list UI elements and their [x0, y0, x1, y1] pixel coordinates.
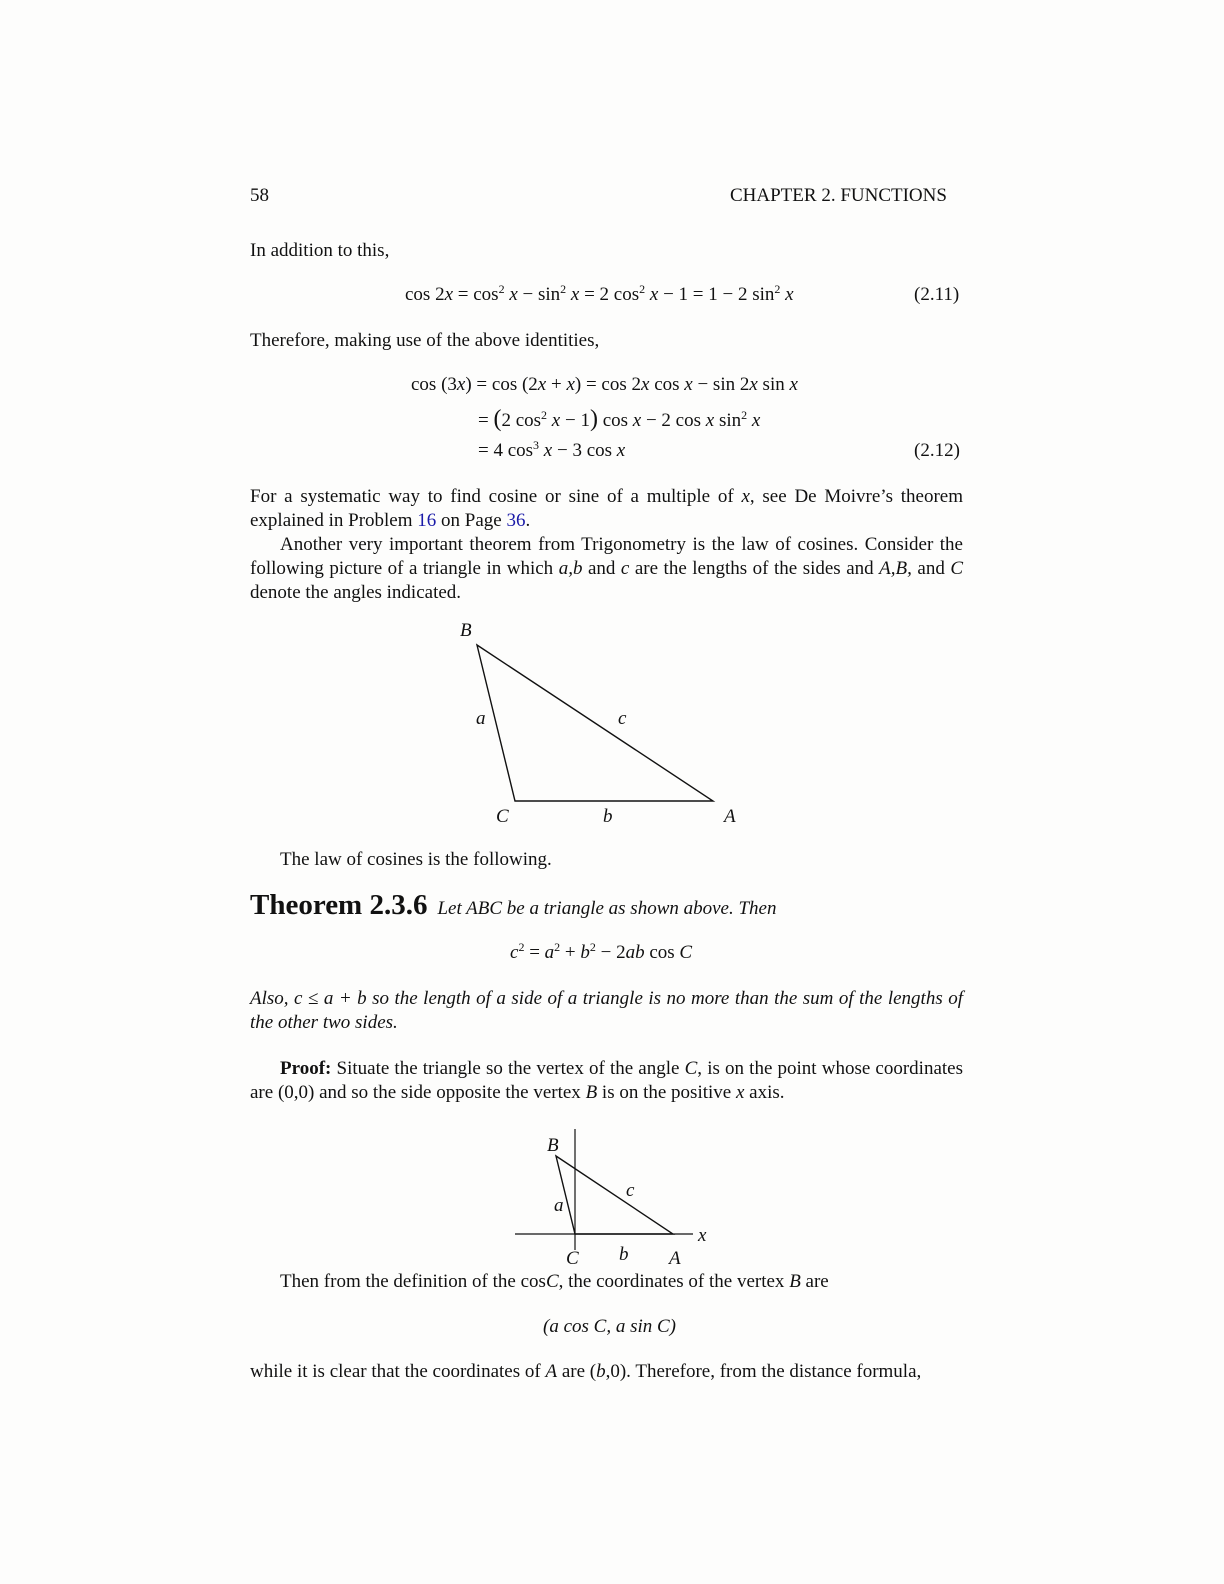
figure2-label-a: a — [554, 1195, 564, 1216]
law-of-cosines-paragraph — [250, 533, 963, 605]
cosines-C: C — [950, 558, 964, 579]
figure1-label-B: B — [460, 620, 472, 641]
triangle-shape — [477, 645, 713, 801]
equation-2-12-line-2: = (2 $\cos^2 x - 1$) cos x − 2 cos x $\sin^2 x$ — [478, 406, 761, 432]
equation-2-12-line-1: cos (3x) = cos (2x + x) = cos 2x cos x − sin 2x sin x — [411, 374, 798, 395]
cosines-text-5: denote the angles indicated. — [250, 582, 462, 603]
figure1-label-C: C — [496, 806, 509, 827]
then-text-1: Then from the definition of the cos — [280, 1271, 546, 1292]
then-text-3: are — [800, 1271, 829, 1292]
page-number: 58 — [250, 185, 269, 206]
equation-number-2-12: (2.12) — [914, 440, 960, 461]
page-36-link[interactable]: 36 — [506, 510, 526, 531]
moivre-text-3: on Page — [436, 510, 507, 531]
then-B: B — [789, 1271, 801, 1292]
vertex-b-coordinates: (a cos C, a sin C) — [543, 1316, 676, 1337]
theorem-statement: Let ABC be a triangle as shown above. Then — [437, 898, 777, 919]
cosines-text-1: Another very important theorem from Trigonometry is the law of cosines. Consider the following picture of a triangle in which — [250, 534, 963, 579]
figure2-label-b: b — [619, 1244, 629, 1265]
while-A: A — [545, 1361, 558, 1382]
theorem-title: Theorem 2.3.6 — [250, 889, 428, 921]
figure2-label-c: c — [626, 1180, 635, 1201]
figure1-label-b: b — [603, 806, 613, 827]
equation-2-12-line-3: = 4 $\cos^3 x - 3$ cos x — [478, 438, 626, 461]
cosines-text-2: and — [582, 558, 621, 579]
figure2-label-x: x — [698, 1225, 707, 1246]
law-of-cosines-equation: $c^2 = a^2 + b^2 - 2ab$ cos C — [510, 940, 693, 963]
de-moivre-paragraph — [250, 485, 963, 533]
proof-text-2: , is on the point whose coordinates are (0,0) and so the side opposite the vertex — [250, 1058, 963, 1103]
while-text-1: while it is clear that the coordinates of — [250, 1361, 546, 1382]
figure1-label-c: c — [618, 708, 627, 729]
proof-text-3: is on the positive — [597, 1082, 736, 1103]
proof-C: C — [684, 1058, 698, 1079]
moivre-text-1: For a systematic way to find cosine or sine of a multiple of — [250, 486, 742, 507]
coordinate-triangle-figure — [505, 1125, 725, 1275]
cosines-ab: a,b — [558, 558, 583, 579]
figure2-label-B: B — [547, 1135, 559, 1156]
figure1-label-A: A — [724, 806, 736, 827]
proof-x: x — [735, 1082, 745, 1103]
cosines-AB: A,B, — [879, 558, 912, 579]
proof-paragraph — [250, 1057, 963, 1105]
then-C: C — [545, 1271, 559, 1292]
equation-2-11: $\cos 2x = \cos^2 x - \sin^2 x = 2$ $\cos^2 x - 1 = 1 - 2$ $\sin^2 x$ — [405, 282, 794, 305]
moivre-x: x — [741, 486, 750, 507]
coordinate-triangle-shape — [556, 1156, 673, 1234]
triangle-figure — [440, 612, 760, 832]
equation-number-2-11: (2.11) — [914, 284, 960, 305]
while-text-3: ,0). Therefore, from the distance formula, — [605, 1361, 922, 1382]
cosines-text-3: are the lengths of the sides and — [629, 558, 880, 579]
while-text-2: are ( — [557, 1361, 597, 1382]
proof-label: Proof: — [280, 1058, 332, 1079]
proof-text-1: Situate the triangle so the vertex of the angle — [331, 1058, 685, 1079]
figure2-label-C: C — [566, 1248, 579, 1269]
proof-text-4: axis. — [744, 1082, 785, 1103]
intro-text: In addition to this, — [250, 240, 390, 261]
figure1-label-a: a — [476, 708, 486, 729]
moivre-text-4: . — [525, 510, 531, 531]
theorem-also-text: Also, c ≤ a + b so the length of a side of a triangle is no more than the sum of the lengths of the other two sides. — [250, 988, 963, 1033]
vertex-b-text — [280, 1270, 829, 1294]
then-text-2: , the coordinates of the vertex — [558, 1271, 790, 1292]
theorem-heading — [250, 889, 776, 922]
chapter-header: CHAPTER 2. FUNCTIONS — [730, 185, 947, 206]
while-b: b — [596, 1361, 606, 1382]
cosines-c: c — [620, 558, 630, 579]
therefore-text: Therefore, making use of the above identities, — [250, 330, 600, 351]
problem-16-link[interactable]: 16 — [417, 510, 437, 531]
moivre-text-2: , see De Moivre’s theorem explained in Problem — [250, 486, 963, 531]
distance-formula-text — [250, 1360, 921, 1384]
cosines-text-4: and — [911, 558, 951, 579]
figure2-label-A: A — [669, 1248, 681, 1269]
law-intro-text: The law of cosines is the following. — [280, 849, 552, 870]
proof-B: B — [585, 1082, 598, 1103]
